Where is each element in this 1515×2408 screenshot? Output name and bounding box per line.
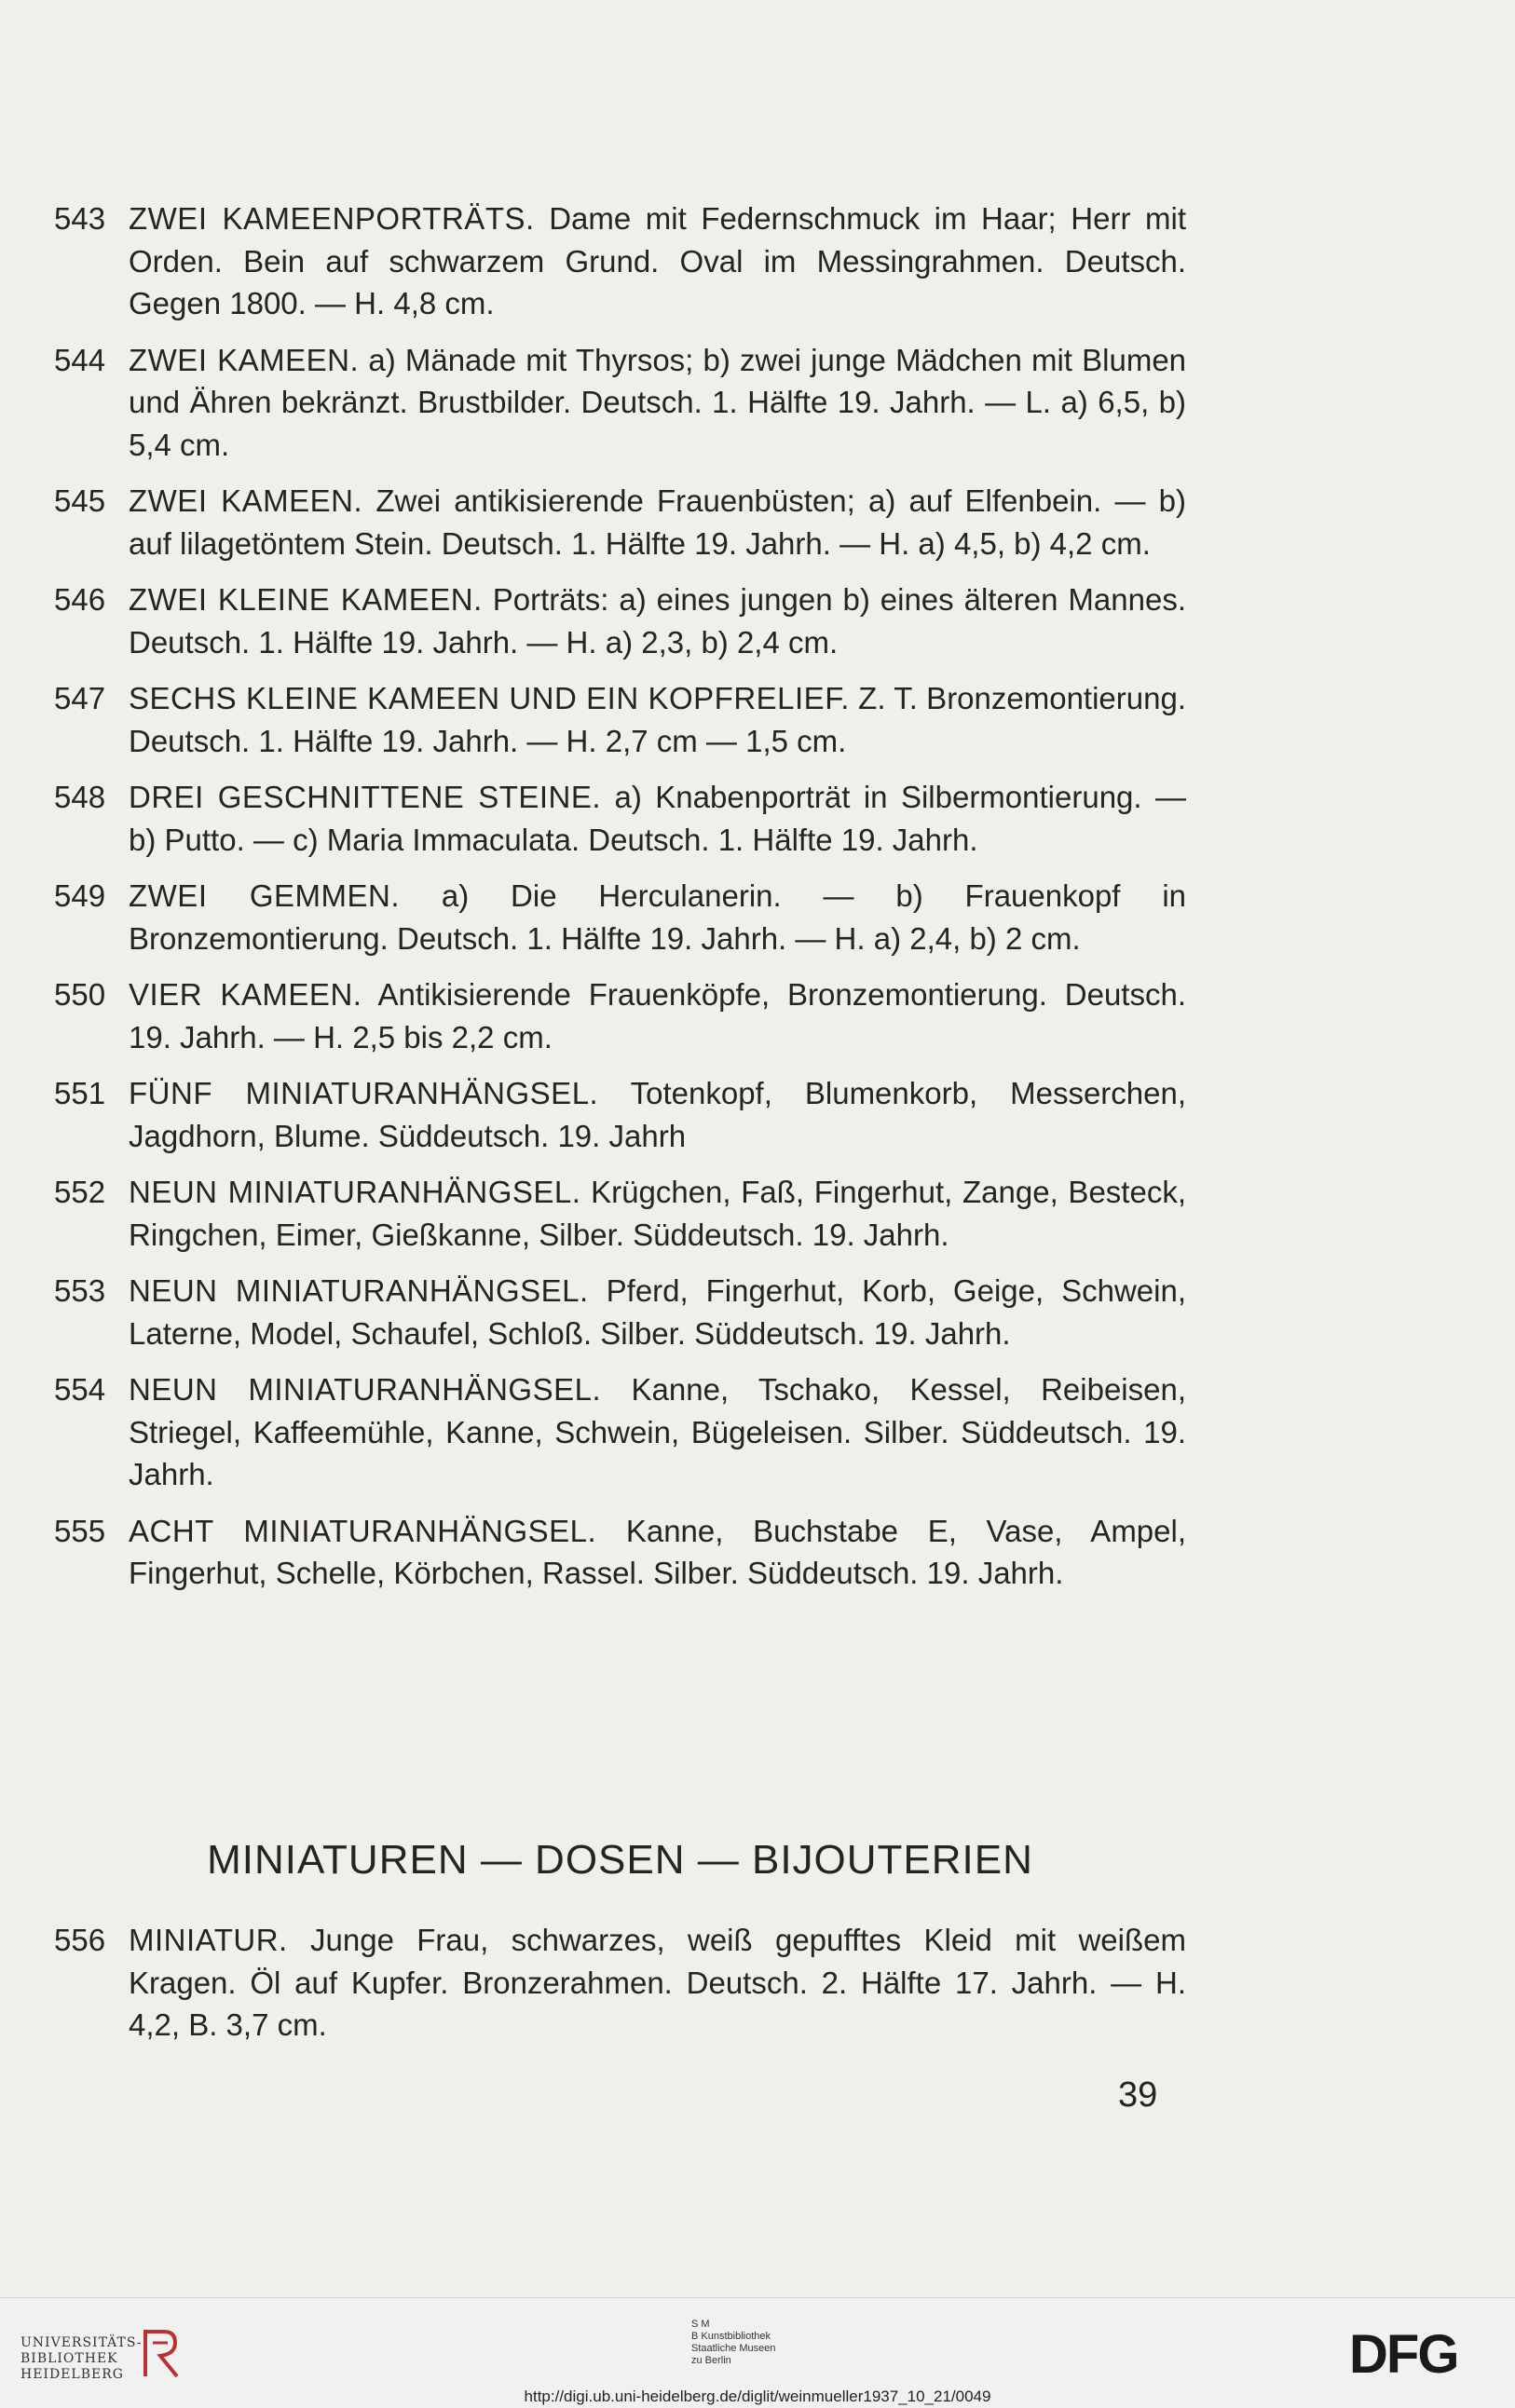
entry-number: 548 (54, 780, 106, 814)
svg-text:DFG: DFG (1349, 2326, 1458, 2380)
entry-title: NEUN MINIATURANHÄNGSEL. (129, 1273, 589, 1308)
footer-bar (0, 2297, 1515, 2408)
catalog-entry (54, 973, 1186, 1058)
heidelberg-logo-icon (140, 2324, 183, 2382)
entry-list (54, 197, 1186, 1609)
entry-description: Totenkopf, Blumenkorb, Messerchen, Jagdhorn, Blume. Süddeutsch. 19. Jahrh (129, 1076, 1187, 1153)
entry-title: DREI GESCHNITTENE STEINE. (129, 780, 602, 814)
entry-description: Zwei antikisierende Frauenbüsten; a) auf Elfenbein. — b) auf lilagetöntem Stein. Deutsch. 1. Hälfte 19. Jahrh. — H. a) 4,5, b) 4,2 cm. (129, 483, 1186, 561)
catalog-entry (54, 677, 1186, 762)
entry-title: ZWEI GEMMEN. (129, 878, 400, 913)
entry-description: Dame mit Federnschmuck im Haar; Herr mit Orden. Bein auf schwarzem Grund. Oval im Messingrahmen. Deutsch. Gegen 1800. — H. 4,8 cm. (129, 201, 1186, 320)
entry-description: a) Knabenporträt in Silbermontierung. — b) Putto. — c) Maria Immaculata. Deutsch. 1. Hälfte 19. Jahrh. (129, 780, 1186, 857)
entry-title: NEUN MINIATURANHÄNGSEL. (129, 1175, 581, 1209)
university-line: UNIVERSITÄTS- (20, 2335, 143, 2350)
entry-number: 544 (54, 342, 106, 377)
entry-number: 551 (54, 1076, 106, 1110)
entry-title: ZWEI KLEINE KAMEEN. (129, 582, 483, 617)
catalog-entry (54, 1270, 1186, 1354)
catalog-entry (54, 197, 1186, 325)
catalog-entry (54, 776, 1186, 861)
catalog-entry (54, 1919, 1186, 2047)
entry-title: FÜNF MINIATURANHÄNGSEL. (129, 1076, 599, 1110)
smb-line: S M (691, 2319, 710, 2330)
smb-kunstbibliothek-label (691, 2319, 776, 2367)
university-line: HEIDELBERG (20, 2367, 124, 2382)
entry-number: 545 (54, 483, 106, 518)
entry-title: ZWEI KAMEENPORTRÄTS. (129, 201, 535, 236)
catalog-entry (54, 875, 1186, 959)
entry-description: Junge Frau, schwarzes, weiß gepufftes Kleid mit weißem Kragen. Öl auf Kupfer. Bronzerahmen. Deutsch. 2. Hälfte 17. Jahrh. — H. 4,2, B. 3,7 cm. (129, 1923, 1186, 2042)
catalog-entry (54, 1072, 1186, 1157)
entry-description: Krügchen, Faß, Fingerhut, Zange, Besteck, Ringchen, Eimer, Gießkanne, Silber. Süddeutsch. 19. Jahrh. (129, 1175, 1186, 1252)
entry-title: ACHT MINIATURANHÄNGSEL. (129, 1513, 597, 1548)
entry-list-after (54, 1919, 1186, 2061)
entry-title: SECHS KLEINE KAMEEN UND EIN KOPFRELIEF. (129, 681, 850, 715)
catalog-entry (54, 1171, 1186, 1256)
catalog-entry (54, 480, 1186, 565)
section-heading: MINIATUREN — DOSEN — BIJOUTERIEN (207, 1837, 1033, 1883)
entry-title: VIER KAMEEN. (129, 977, 362, 1012)
catalog-entry (54, 578, 1186, 663)
entry-description: Z. T. Bronzemontierung. Deutsch. 1. Hälfte 19. Jahrh. — H. 2,7 cm — 1,5 cm. (129, 681, 1187, 758)
entry-description: a) Die Herculanerin. — b) Frauenkopf in Bronzemontierung. Deutsch. 1. Hälfte 19. Jahrh. — H. a) 2,4, b) 2 cm. (129, 878, 1187, 956)
source-url-link[interactable]: http://digi.ub.uni-heidelberg.de/diglit/weinmueller1937_10_21/0049 (524, 2388, 991, 2405)
entry-title: NEUN MINIATURANHÄNGSEL. (129, 1372, 602, 1407)
entry-number: 543 (54, 201, 106, 236)
entry-title: MINIATUR. (129, 1923, 288, 1957)
catalog-entry (54, 1368, 1186, 1496)
entry-description: Kanne, Buchstabe E, Vase, Ampel, Fingerhut, Schelle, Körbchen, Rassel. Silber. Süddeutsch. 19. Jahrh. (129, 1513, 1187, 1590)
entry-description: a) Mänade mit Thyrsos; b) zwei junge Mädchen mit Blumen und Ähren bekränzt. Brustbilder. Deutsch. 1. Hälfte 19. Jahrh. — L. a) 6,5, b) 5,4 cm. (129, 342, 1187, 462)
smb-line: Staatliche Museen (691, 2343, 776, 2354)
entry-description: Kanne, Tschako, Kessel, Reibeisen, Striegel, Kaffeemühle, Kanne, Schwein, Bügeleisen. Silber. Süddeutsch. 19. Jahrh. (129, 1372, 1187, 1491)
entry-description: Antikisierende Frauenköpfe, Bronzemontierung. Deutsch. 19. Jahrh. — H. 2,5 bis 2,2 cm. (129, 977, 1186, 1054)
entry-description: Porträts: a) eines jungen b) eines älteren Mannes. Deutsch. 1. Hälfte 19. Jahrh. — H. a) 2,3, b) 2,4 cm. (129, 582, 1186, 660)
entry-title: ZWEI KAMEEN. (129, 342, 360, 377)
catalog-entry (54, 339, 1186, 467)
catalog-entry (54, 1510, 1186, 1595)
entry-number: 553 (54, 1273, 106, 1308)
entry-number: 546 (54, 582, 106, 617)
smb-line: B Kunstbibliothek (691, 2331, 771, 2342)
entry-number: 556 (54, 1923, 106, 1957)
dfg-logo-icon (1349, 2326, 1498, 2380)
page-number: 39 (1118, 2075, 1158, 2115)
entry-number: 555 (54, 1513, 106, 1548)
entry-description: Pferd, Fingerhut, Korb, Geige, Schwein, Laterne, Model, Schaufel, Schloß. Silber. Süddeutsch. 19. Jahrh. (129, 1273, 1186, 1351)
entry-number: 554 (54, 1372, 106, 1407)
entry-number: 550 (54, 977, 106, 1012)
entry-number: 552 (54, 1175, 106, 1209)
university-library-label (20, 2335, 143, 2383)
university-line: BIBLIOTHEK (20, 2351, 118, 2366)
entry-title: ZWEI KAMEEN. (129, 483, 363, 518)
entry-number: 549 (54, 878, 106, 913)
entry-number: 547 (54, 681, 106, 715)
smb-line: zu Berlin (691, 2355, 731, 2366)
